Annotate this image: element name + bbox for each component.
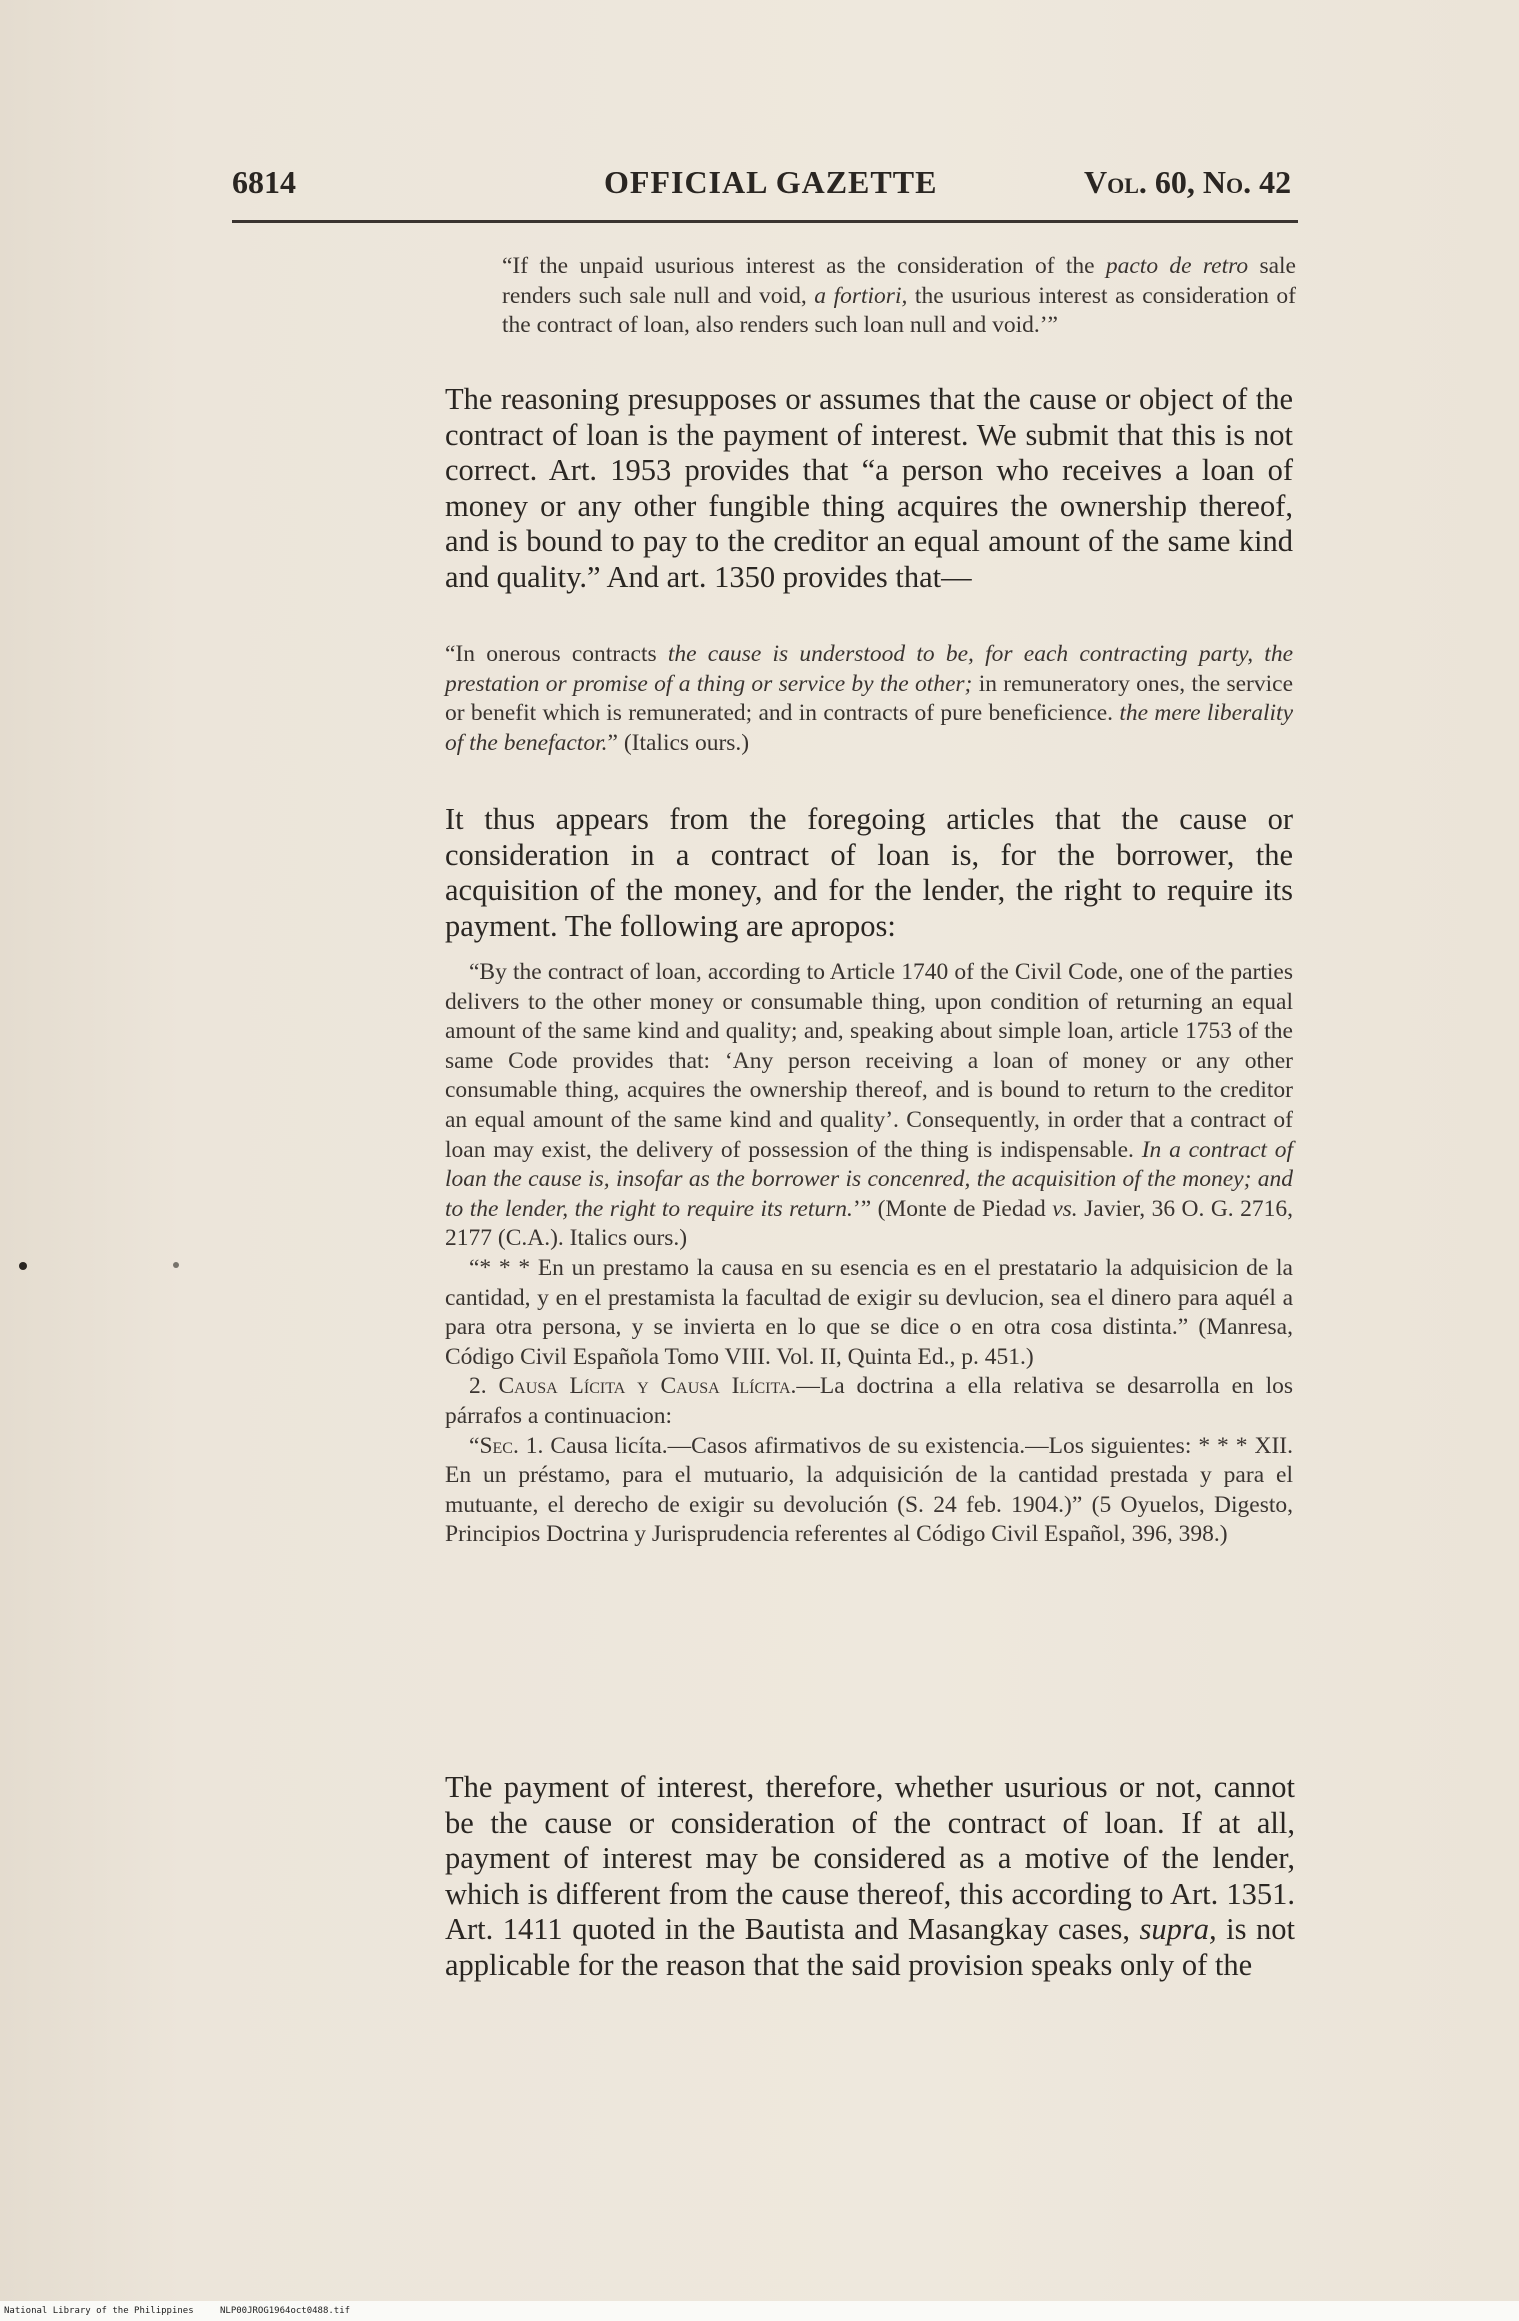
quote-italic: the mere liberality of the benefactor. — [445, 700, 1294, 756]
quote-text: “ — [469, 1432, 480, 1459]
section-heading: Causa Lícita y Causa Ilícita. — [498, 1373, 797, 1400]
quote-text: —La doctrina a ella relativa se desarrolla en los párrafos a continuacion: — [445, 1373, 1294, 1429]
body-text: is not applicable for the reason that the said provision speaks only of the — [445, 1912, 1295, 1982]
quote-italic: the cause is understood to be, for each contracting party, the prestation or promise of a thing or service by the other; — [445, 641, 1293, 697]
quote-text: ” (Italics ours.) — [607, 729, 750, 756]
page-number: 6814 — [232, 164, 296, 200]
quote-text: “By the contract of loan, according to Article 1740 of the Civil Code, one of the parties delivers to the other money or consumable thing, upon condition of returning an equal amount of the same kind and quality; and, speaking about simple loan, article 1753 of the same Code provides that: ‘Any person receiving a loan of money or any other consumable thing, acquires the ownership thereof, and is bound to return to the creditor an equal amount of the same kind and quality’. Consequently, in order that a contract of loan may exist, the delivery of possession of the thing is indispensable. — [445, 959, 1293, 1163]
quote-text: ’” (Monte de Piedad — [852, 1195, 1053, 1222]
quote-text: the usurious interest as consideration of the contract of loan, also renders such loan null and void.’” — [502, 282, 1296, 339]
volume-number: Vol. 60, No. 42 — [1084, 164, 1292, 200]
quote-causa-licita — [445, 1372, 1293, 1431]
footer-source: National Library of the Philippines — [4, 2306, 194, 2316]
scan-footer — [0, 2301, 1519, 2321]
scan-speck — [19, 1262, 27, 1270]
header-rule — [232, 220, 1298, 223]
quote-oyuelos — [445, 1432, 1293, 1550]
publication-title: OFFICIAL GAZETTE — [604, 164, 938, 200]
block-quote-usurious — [502, 252, 1296, 341]
body-paragraph-1: The reasoning presupposes or assumes that the cause or object of the contract of loan is the payment of interest. We submit that this is not correct. Art. 1953 provides that “a person who receives a loan of money or any other fungible thing acquires the ownership thereof, and is bound to pay to the creditor an equal amount of the same kind and quality.” And art. 1350 provides that— — [445, 382, 1293, 594]
quote-italic: a fortiori, — [814, 282, 908, 309]
quote-italic: vs. — [1052, 1195, 1078, 1222]
body-paragraph-3 — [445, 1770, 1295, 1984]
quote-manresa: “* * * En un prestamo la causa en su esencia es en el prestatario la adquisicion de la cantidad, y en el prestamista la facultad de exigir su devlucion, sea el dinero para aquél a para otra persona, y se invierta en lo que se dice o en otra cosa distinta.” (Manresa, Código Civil Española Tomo VIII. Vol. II, Quinta Ed., p. 451.) — [445, 1254, 1293, 1370]
block-quote-art-1350 — [445, 640, 1293, 758]
quote-text: “If the unpaid usurious interest as the consideration of the — [502, 253, 1106, 279]
body-text: The payment of interest, therefore, whether usurious or not, cannot be the cause or consideration of the contract of loan. If at all, payment of interest may be considered as a motive of the lender, which is different from the cause thereof, this according to Art. 1351. Art. 1411 quoted in the Bautista and Masangkay cases, — [445, 1770, 1295, 1947]
quote-text: 1. Causa licíta.—Casos afirmativos de su existencia.—Los siguientes: * * * XII. En un préstamo, para el mutuario, la adquisición de la cantidad prestada y para el mutuante, el derecho de exigir su devolución (S. 24 feb. 1904.)” (5 Oyuelos, Digesto, Principios Doctrina y Jurisprudencia referentes al Código Civil Español, 396, 398.) — [445, 1432, 1293, 1548]
section-label: Sec. — [479, 1432, 519, 1459]
quote-italic: pacto de retro — [1105, 253, 1249, 279]
block-quotes-group — [445, 958, 1293, 1550]
quote-italic: In a contract of loan the cause is, insofar as the borrower is concenred, the acquisition of the money; and to the lender, the right to require its return. — [445, 1136, 1294, 1222]
quote-text: sale renders such sale null and void, — [502, 253, 1296, 309]
quote-monte-de-piedad — [445, 958, 1293, 1254]
footer-filename: NLP00JROG1964oct0488.tif — [220, 2306, 351, 2316]
quote-text: Javier, 36 O. G. 2716, 2177 (C.A.). Italics ours.) — [445, 1195, 1293, 1252]
quote-text: 2. — [469, 1373, 499, 1400]
body-paragraph-2: It thus appears from the foregoing articles that the cause or consideration in a contract of loan is, for the borrower, the acquisition of the money, and for the lender, the right to require its payment. The following are apropos: — [445, 802, 1293, 943]
scan-speck — [173, 1262, 179, 1268]
quote-text: “In onerous contracts — [445, 641, 668, 667]
quote-text: in remuneratory ones, the service or benefit which is remunerated; and in contracts of pure beneficience. — [445, 670, 1293, 727]
body-italic: supra, — [1139, 1912, 1217, 1947]
